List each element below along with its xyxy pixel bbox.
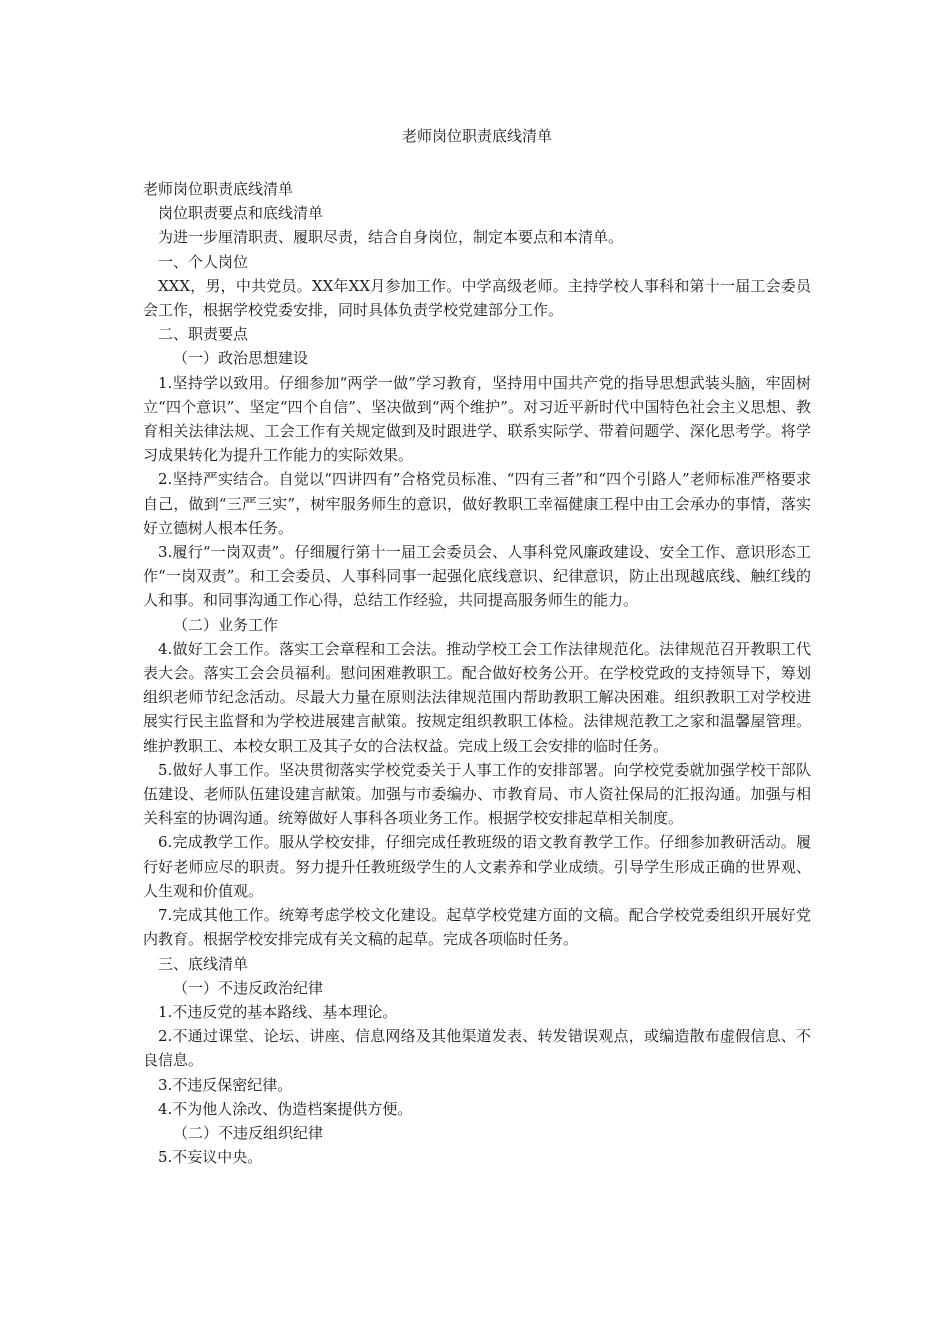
section-heading: 三、底线清单 <box>158 954 249 973</box>
paragraph: 7.完成其他工作。统筹考虑学校文化建设。起草学校党建方面的文稿。配合学校党委组织开展好党内教育。根据学校安排完成有关文稿的起草。完成各项临时任务。 <box>143 906 811 949</box>
subsection-heading: （二）业务工作 <box>173 615 279 634</box>
paragraph: 4.做好工会工作。落实工会章程和工会法。推动学校工会工作法律规范化。法律规范召开教职工代表大会。落实工会会员福利。慰问困难教职工。配合做好校务公开。在学校党政的支持领导下，筹划组织老师节纪念活动。尽最大力量在原则法法律规范围内帮助教职工解决困难。组织教职工对学校进展实行民主监督和为学校进展建言献策。按规定组织教职工体检。法律规范教工之家和温馨屋管理。维护教职工、本校女职工及其子女的合法权益。完成上级工会安排的临时任务。 <box>143 639 811 755</box>
subsection-heading: （一）不违反政治纪律 <box>173 978 324 997</box>
paragraph: 2.坚持严实结合。自觉以“四讲四有”合格党员标准、“四有三者”和“四个引路人”老师标准严格要求自己，做到“三严三实”，树牢服务师生的意识，做好教职工幸福健康工程中由工会承办的事情，落实好立德树人根本任务。 <box>143 470 811 537</box>
paragraph: 6.完成教学工作。服从学校安排，仔细完成任教班级的语文教育教学工作。仔细参加教研活动。履行好老师应尽的职责。努力提升任教班级学生的人文素养和学业成绩。引导学生形成正确的世界观、人生观和价值观。 <box>143 833 811 900</box>
document-title: 老师岗位职责底线清单 <box>401 127 552 145</box>
paragraph: 5.做好人事工作。坚决贯彻落实学校党委关于人事工作的安排部署。向学校党委就加强学校干部队伍建设、老师队伍建设建言献策。加强与市委编办、市教育局、市人资社保局的汇报沟通。加强与相关科室的协调沟通。统筹做好人事科各项业务工作。根据学校安排起草相关制度。 <box>143 760 811 828</box>
paragraph: 老师岗位职责底线清单 <box>143 180 294 198</box>
subsection-heading: （一）政治思想建设 <box>173 349 309 368</box>
paragraph: 4.不为他人涂改、伪造档案提供方便。 <box>158 1099 413 1118</box>
subsection-heading: （二）不违反组织纪律 <box>173 1123 324 1142</box>
paragraph: 岗位职责要点和底线清单 <box>158 204 324 223</box>
paragraph: 5.不妄议中央。 <box>158 1148 263 1167</box>
paragraph: 3.不违反保密纪律。 <box>158 1075 293 1094</box>
paragraph: XXX，男，中共党员。XX年XX月参加工作。中学高级老师。主持学校人事科和第十一届工会委员会工作，根据学校党委安排，同时具体负责学校党建部分工作。 <box>143 276 811 320</box>
section-heading: 一、个人岗位 <box>158 252 249 271</box>
paragraph: 1.坚持学以致用。仔细参加“两学一做”学习教育，坚持用中国共产党的指导思想武装头脑，牢固树立“四个意识”、坚定“四个自信”、坚决做到“两个维护”。对习近平新时代中国特色社会主义思想、教育相关法律法规、工会工作有关规定做到及时跟进学、联系实际学、带着问题学、深化思考学。将学习成果转化为提升工作能力的实际效果。 <box>143 373 811 465</box>
document-body <box>143 177 811 1169</box>
paragraph: 1.不违反党的基本路线、基本理论。 <box>158 1002 398 1021</box>
paragraph: 2.不通过课堂、论坛、讲座、信息网络及其他渠道发表、转发错误观点，或编造散布虚假信息、不良信息。 <box>143 1027 811 1070</box>
section-heading: 二、职责要点 <box>158 325 249 344</box>
paragraph: 3.履行“一岗双责”。仔细履行第十一届工会委员会、人事科党风廉政建设、安全工作、意识形态工作“一岗双责”。和工会委员、人事科同事一起强化底线意识、纪律意识，防止出现越底线、触红线的人和事。和同事沟通工作心得，总结工作经验，共同提高服务师生的能力。 <box>143 543 811 610</box>
paragraph: 为进一步厘清职责、履职尽责，结合自身岗位，制定本要点和本清单。 <box>158 228 624 247</box>
